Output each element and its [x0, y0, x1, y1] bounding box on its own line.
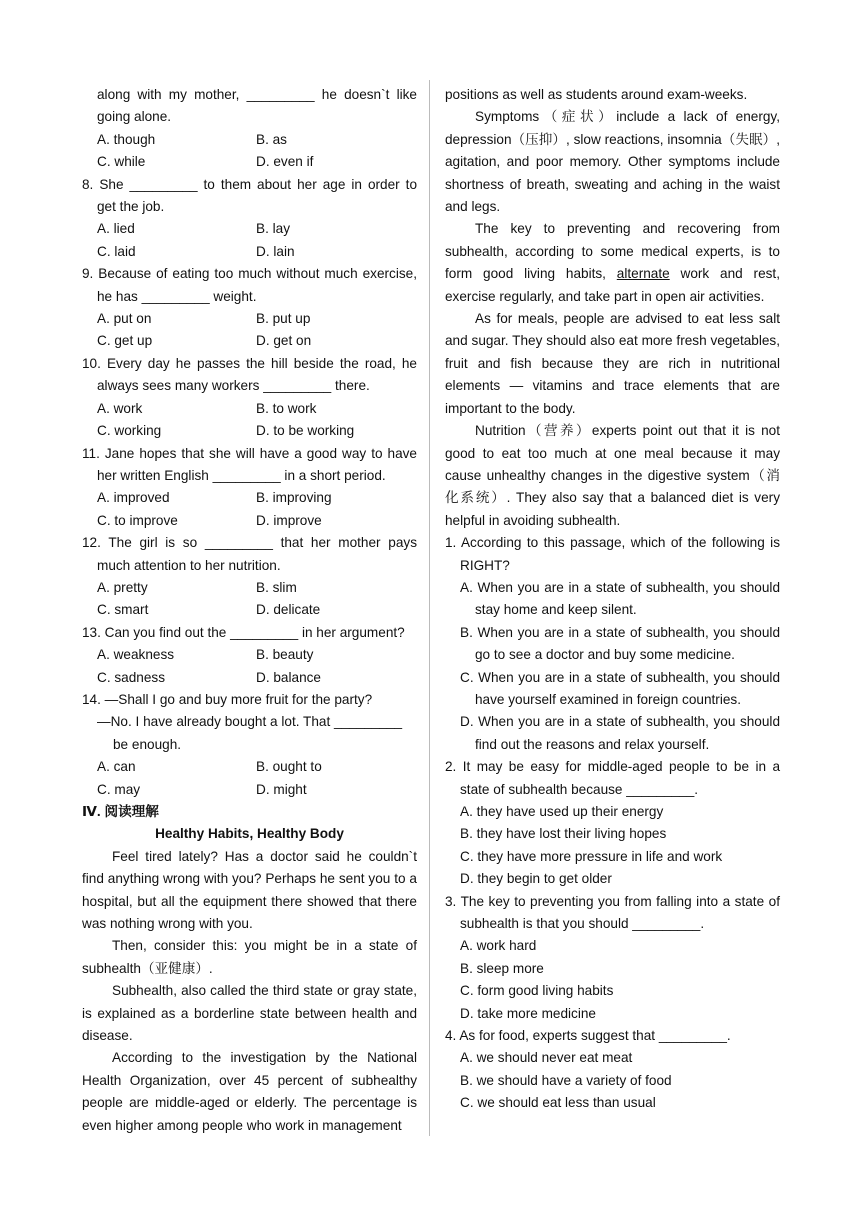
option: A. weakness: [97, 647, 175, 663]
option: C. smart: [97, 602, 149, 618]
option: A. work: [97, 400, 143, 416]
question-12-options-row-2: [82, 599, 417, 621]
reading-question-3: 3. The key to preventing you from falling into a state of subhealth is that you should _________.: [445, 893, 780, 932]
question-9-options-row-1: [82, 308, 417, 330]
question-8-options-row-1: [82, 218, 417, 240]
option: C. may: [97, 781, 141, 797]
option: D. balance: [256, 669, 321, 685]
question-9-stem: 9. Because of eating too much without much exercise, he has _________ weight.: [82, 266, 417, 304]
option: B. lay: [256, 221, 290, 237]
reading-question-2: 2. It may be easy for middle-aged people to be in a state of subhealth because _________.: [445, 759, 780, 797]
question-14-options-row-1: [82, 756, 417, 778]
passage-paragraph: Nutrition（营养）experts point out that it is not good to eat too much at one meal because it may cause unhealthy changes in the digestive system（消化系统）. They also say that a balanced diet is very helpful in avoiding subhealth.: [445, 423, 780, 528]
passage-paragraph-continued: positions as well as students around exam-weeks.: [445, 87, 748, 102]
option: D. improve: [256, 512, 322, 528]
option: D. get on: [256, 333, 312, 349]
question-11-options-row-1: [82, 487, 417, 509]
question-10-options-row-2: [82, 420, 417, 442]
option: B. they have lost their living hopes: [460, 826, 667, 842]
option: A. put on: [97, 311, 152, 327]
option: B. ought to: [256, 759, 322, 775]
option: B. we should have a variety of food: [460, 1072, 672, 1088]
paragraph-text: work and rest, exercise regularly, and take part in open air activities.: [445, 266, 780, 304]
question-13-options-row-2: [82, 667, 417, 689]
option: B. put up: [256, 311, 311, 327]
question-14-line-2: —No. I have already bought a lot. That _________: [97, 714, 403, 730]
option: A. we should never eat meat: [460, 1050, 633, 1066]
left-column: [82, 84, 417, 1137]
option: A. improved: [97, 490, 170, 506]
option: B. slim: [256, 579, 297, 595]
question-11-options-row-2: [82, 510, 417, 532]
underlined-word: alternate: [616, 266, 670, 282]
paragraph-text: The key to preventing and recovering from subhealth, according to some medical experts, is to form good living habits,: [445, 221, 780, 282]
question-13-options-row-1: [82, 644, 417, 666]
option: D. take more medicine: [460, 1005, 596, 1021]
option: D. delicate: [256, 602, 321, 618]
question-10-options-row-1: [82, 398, 417, 420]
passage-title: Healthy Habits, Healthy Body: [155, 826, 344, 842]
question-14-line-3: be enough.: [113, 736, 182, 752]
option: C. laid: [97, 243, 136, 259]
option: D. lain: [256, 243, 295, 259]
option: A. lied: [97, 221, 135, 237]
option: D. might: [256, 781, 307, 797]
option: A. though: [97, 131, 156, 147]
passage-paragraph: Then, consider this: you might be in a state of subhealth（亚健康）.: [82, 938, 417, 976]
option: B. When you are in a state of subhealth, you should go to see a doctor and buy some medicine.: [460, 624, 780, 663]
option: B. improving: [256, 490, 332, 506]
option: D. they begin to get older: [460, 871, 612, 887]
passage-paragraph: Symptoms（症状）include a lack of energy, depression（压抑）, slow reactions, insomnia（失眠）, agitation, and poor memory. Other symptoms include shortness of breath, sweating and aching in the waist and legs.: [445, 109, 780, 215]
right-column: [445, 84, 780, 1115]
question-14-options-row-2: [82, 779, 417, 801]
passage-paragraph: [445, 218, 780, 308]
option: A. When you are in a state of subhealth, you should stay home and keep silent.: [460, 579, 780, 618]
question-10-stem: 10. Every day he passes the hill beside the road, he always sees many workers _________ there.: [82, 355, 417, 394]
question-8-stem: 8. She _________ to them about her age in order to get the job.: [82, 176, 417, 215]
passage-paragraph: Feel tired lately? Has a doctor said he couldn`t find anything wrong with you? Perhaps he sent you to a hospital, but all the equipment there showed that there was nothing wrong with you.: [82, 848, 417, 932]
question-12-stem: 12. The girl is so _________ that her mother pays much attention to her nutrition.: [82, 535, 417, 573]
option: A. can: [97, 759, 136, 775]
question-7-options-row-2: [82, 151, 417, 173]
passage-paragraph: As for meals, people are advised to eat less salt and sugar. They should also eat more fresh vegetables, fruit and fish because they are rich in nutritional elements — vitamins and trace elements that are important to the body.: [445, 311, 780, 416]
option: C. to improve: [97, 512, 178, 528]
option: C. sadness: [97, 669, 166, 685]
option: A. work hard: [460, 938, 537, 954]
question-12-options-row-1: [82, 577, 417, 599]
passage-paragraph: Subhealth, also called the third state or gray state, is explained as a borderline state between health and disease.: [82, 983, 417, 1044]
option: B. sleep more: [460, 960, 544, 976]
option: C. get up: [97, 333, 153, 349]
question-13-stem: 13. Can you find out the _________ in her argument?: [82, 624, 405, 640]
option: C. When you are in a state of subhealth, you should have yourself examined in foreign countries.: [460, 669, 780, 707]
option: B. as: [256, 131, 287, 147]
option: C. they have more pressure in life and work: [460, 848, 723, 864]
section-heading: Ⅳ. 阅读理解: [82, 804, 159, 819]
question-7-stem-tail: along with my mother, _________ he doesn`t like going alone.: [97, 87, 417, 125]
option: D. to be working: [256, 423, 355, 439]
option: C. while: [97, 154, 146, 170]
reading-question-4: 4. As for food, experts suggest that _________.: [445, 1028, 731, 1044]
option: A. they have used up their energy: [460, 804, 664, 819]
option: D. even if: [256, 154, 314, 170]
question-8-options-row-2: [82, 241, 417, 263]
option: C. working: [97, 423, 162, 439]
option: C. we should eat less than usual: [460, 1095, 656, 1111]
question-7-options-row-1: [82, 129, 417, 151]
reading-question-1: 1. According to this passage, which of the following is RIGHT?: [445, 535, 780, 573]
option: B. to work: [256, 400, 317, 416]
passage-paragraph: According to the investigation by the National Health Organization, over 45 percent of subhealthy people are middle-aged or elderly. The percentage is even higher among people who work in management: [82, 1050, 417, 1133]
question-14-line-1: 14. —Shall I go and buy more fruit for the party?: [82, 691, 373, 707]
question-11-stem: 11. Jane hopes that she will have a good way to have her written English _________ in a short period.: [82, 445, 417, 483]
column-divider: [429, 80, 430, 1136]
option: C. form good living habits: [460, 983, 614, 999]
question-9-options-row-2: [82, 330, 417, 352]
option: A. pretty: [97, 579, 148, 595]
option: B. beauty: [256, 647, 314, 663]
option: D. When you are in a state of subhealth, you should find out the reasons and relax yourself.: [460, 714, 780, 752]
